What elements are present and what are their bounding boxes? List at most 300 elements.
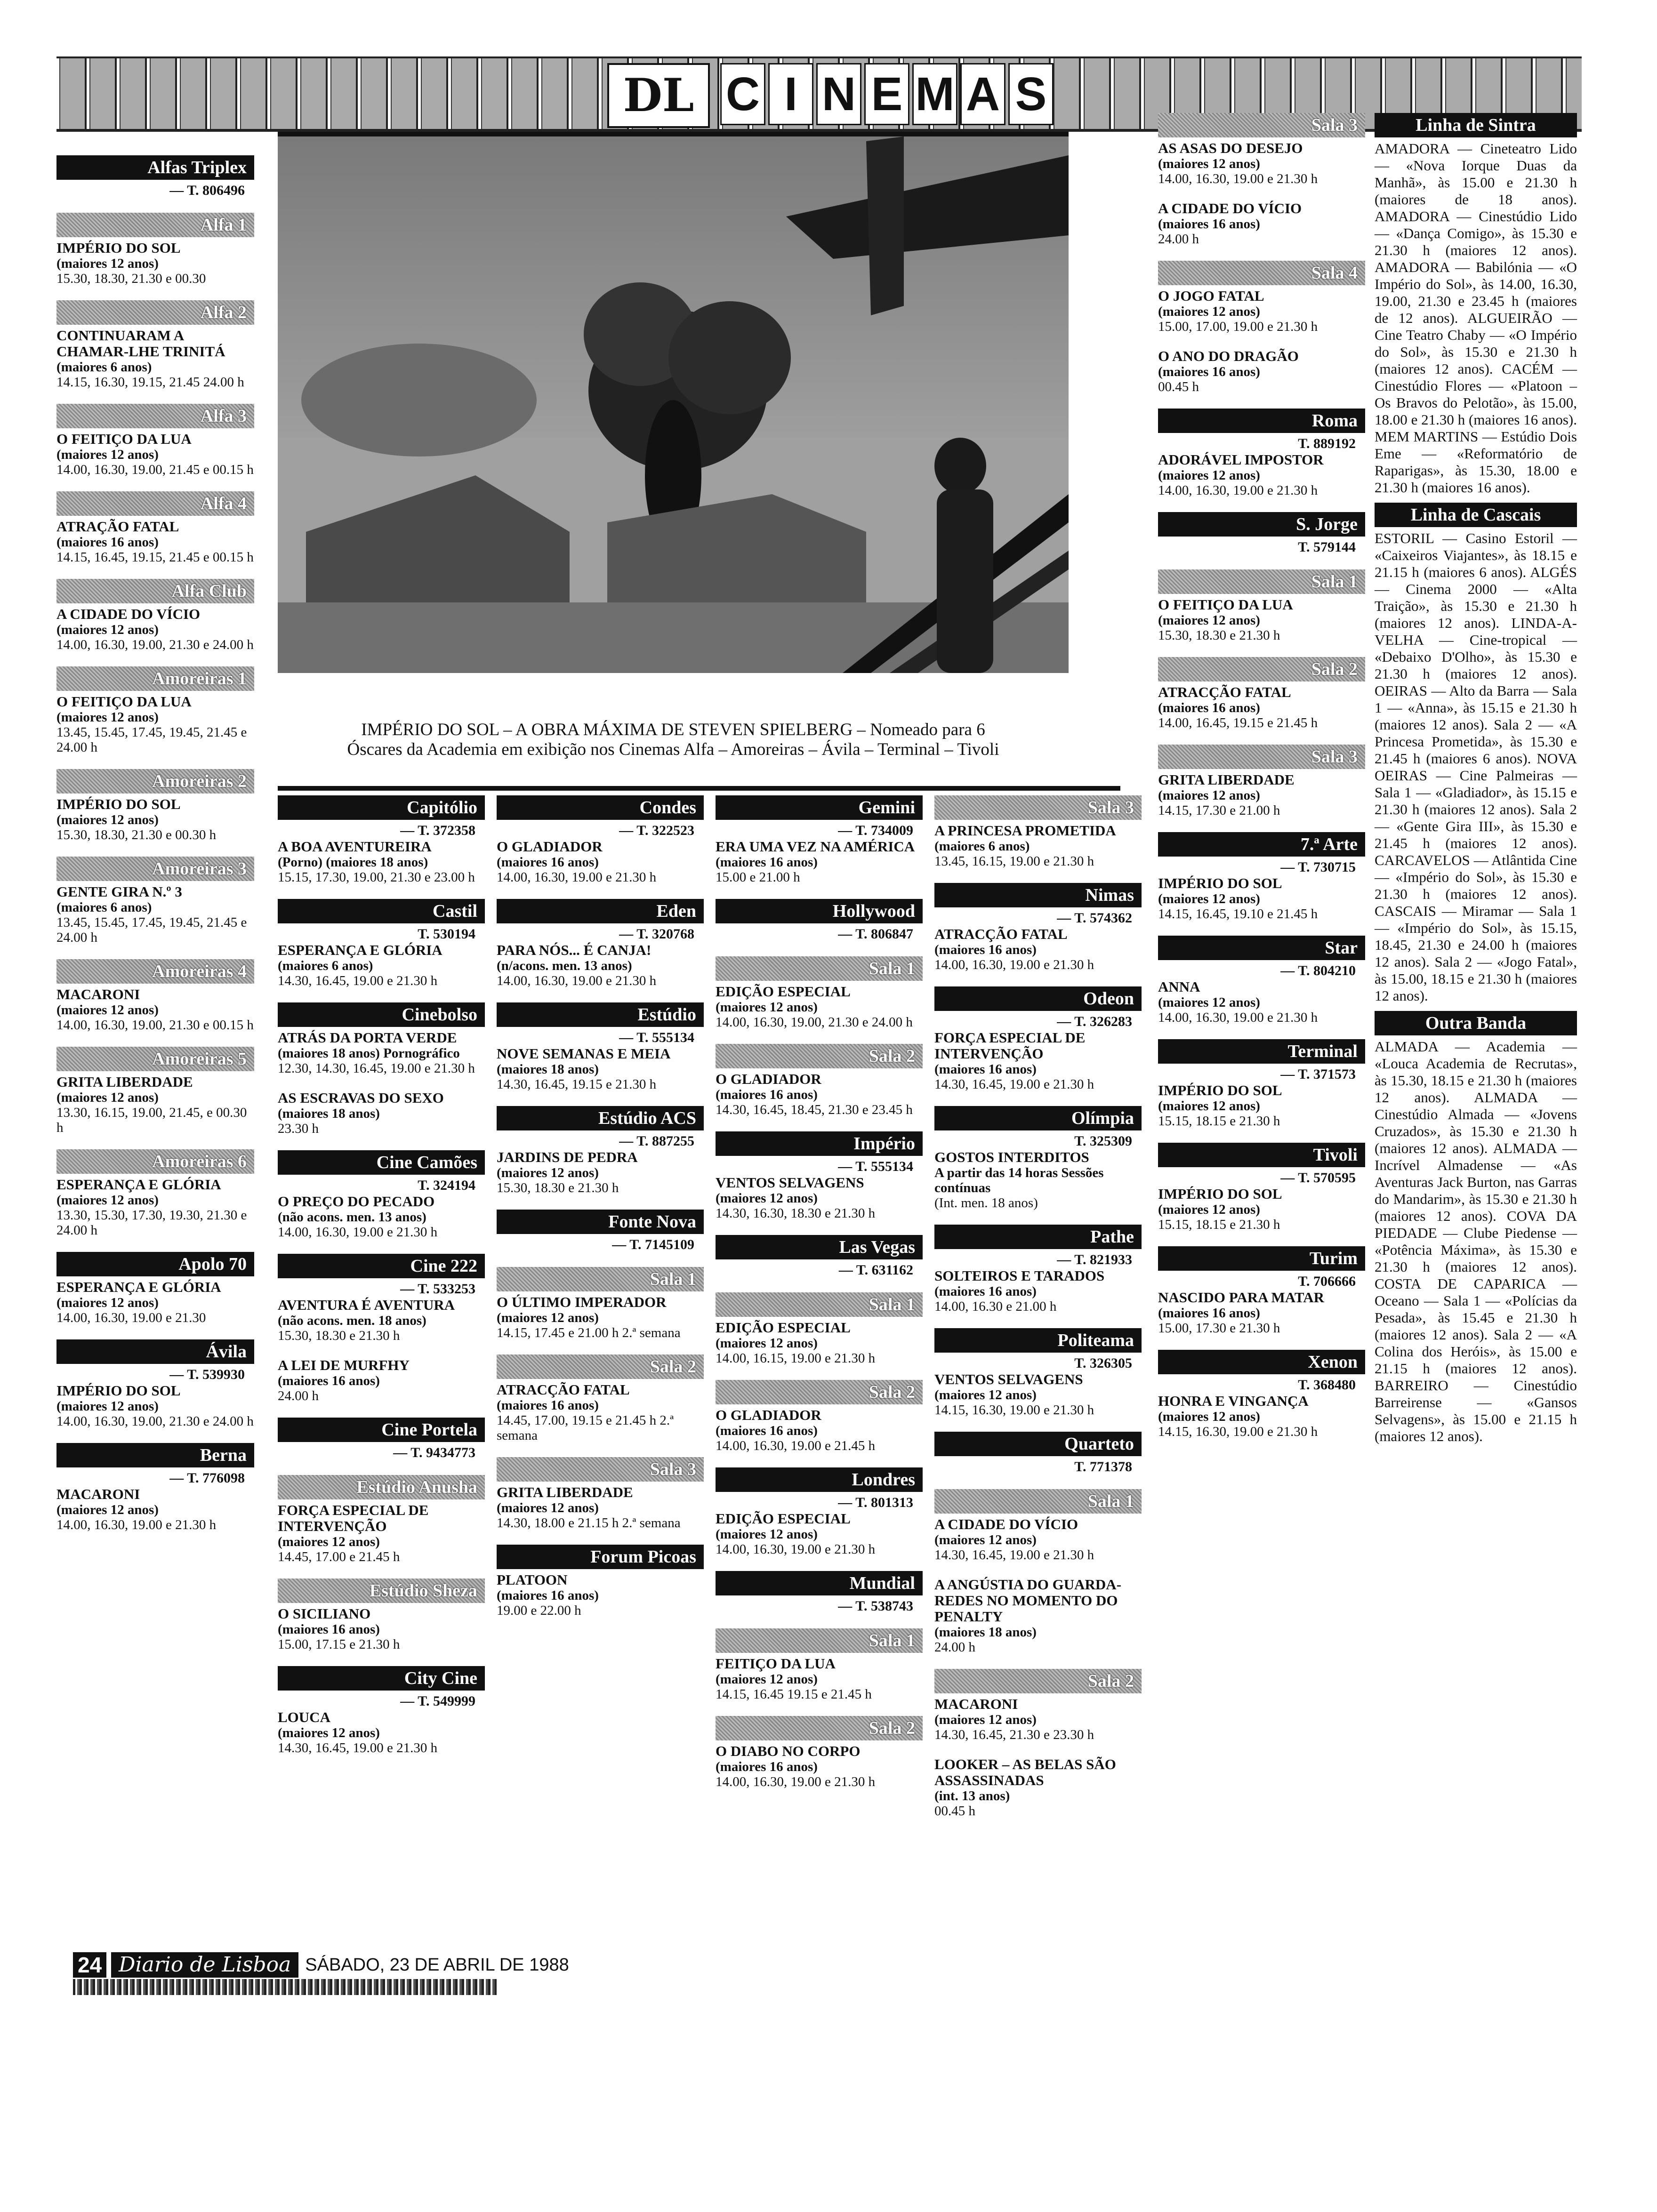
- film-rating: (maiores 12 anos): [1158, 1202, 1260, 1217]
- cinema-name: Politeama: [934, 1328, 1142, 1353]
- showtimes: 14.30, 16.45, 19.00 e 21.30 h: [278, 1740, 438, 1755]
- showtimes: 14.15, 17.30 e 21.00 h: [1158, 803, 1280, 818]
- film-title: IMPÉRIO DO SOL: [56, 1382, 181, 1399]
- film-rating: (maiores 16 anos): [934, 942, 1037, 957]
- cinema-listing: [497, 1545, 704, 1618]
- film-title: A CIDADE DO VÍCIO: [934, 1516, 1078, 1532]
- film-rating: (maiores 12 anos): [1158, 1098, 1260, 1114]
- showtimes: 15.15, 18.15 e 21.30 h: [1158, 1114, 1280, 1129]
- region-listings: ESTORIL — Casino Estoril — «Caixeiros Viajantes», às 18.15 e 21.15 h (maiores 6 anos). ALGÉS — Cinema 2000 — «Alta Traição», às 15.30 e 21.30 h (maiores 12 anos). LINDA-A-VELHA — Cine-tropical — «Debaixo D'Olho», às 15.30 e 21.30 h (maiores 12 anos). OEIRAS — Alto da Barra — Sala 1 — «Anna», às 15.15 e 21.30 h (maiores 12 anos). Sala 2 — «A Princesa Prometida», às 15.30 e 21.45 h (maiores 6 anos). NOVA OEIRAS — Cine Palmeiras — Sala 1 — «Gladiador», às 15.15 e 21.30 h (maiores 12 anos). Sala 2 — «Gente Gira III», às 15.30 e 21.45 h (maiores 12 anos). CARCAVELOS — Atlântida Cine — «Império do Sol», às 15.30 e 21.30 h (maiores 12 anos). CASCAIS — Miramar — Sala 1 — «Império do Sol», às 15.15, 18.45, 21.30 e 24.00 h (maiores 12 anos). Sala 2 — «Jogo Fatal», às 15.00, 18.15 e 21.30 h (maiores 12 anos).: [1375, 530, 1577, 1004]
- film-title: SOLTEIROS E TARADOS: [934, 1267, 1105, 1284]
- film-title: AS ESCRAVAS DO SEXO: [278, 1090, 444, 1106]
- cinema-listing: [56, 1339, 254, 1429]
- cinema-name: Sala 3: [1158, 113, 1365, 137]
- cinema-listing: [1158, 113, 1365, 186]
- cinema-name: Amoreiras 3: [56, 857, 254, 881]
- film-title: O SICILIANO: [278, 1605, 371, 1622]
- cinema-listing: [56, 666, 254, 755]
- film-rating: (maiores 12 anos): [497, 1500, 599, 1515]
- cinema-listing: [278, 795, 485, 885]
- showtimes: 23.30 h: [278, 1121, 319, 1136]
- showtimes: 14.00, 16.30, 19.00 e 21.30 h: [1158, 483, 1318, 498]
- cinema-phone: T. 326305: [1074, 1355, 1132, 1371]
- film-rating: (maiores 16 anos): [1158, 1306, 1260, 1321]
- cinema-name: Sala 2: [716, 1380, 923, 1404]
- cinema-name: Sala 1: [497, 1267, 704, 1291]
- showtimes: 14.00, 16.45, 19.15 e 21.45 h: [1158, 715, 1318, 730]
- film-title: A BOA AVENTUREIRA: [278, 838, 432, 855]
- cinema-listing: [716, 1716, 923, 1789]
- cinema-listing: [1158, 832, 1365, 922]
- region-header: Linha de Cascais: [1375, 503, 1577, 527]
- film-title: O FEITIÇO DA LUA: [1158, 596, 1293, 613]
- cinema-name: Sala 3: [497, 1457, 704, 1482]
- issue-date: SÁBADO, 23 DE ABRIL DE 1988: [305, 1955, 569, 1975]
- cinema-phone: — T. 804210: [1280, 963, 1356, 978]
- region-listings: AMADORA — Cineteatro Lido — «Nova Iorque Duas da Manhã», às 15.00 e 21.30 h (maiores de 18 anos). AMADORA — Cinestúdio Lido — «Dança Comigo», às 15.30 e 21.30 h (maiores 12 anos). AMADORA — Babilónia — «O Império do Sol», às 14.00, 16.30, 19.00, 21.30 e 23.45 h (maiores de 12 anos). ALGUEIRÃO — Cine Teatro Chaby — «O Império do Sol», às 15.30 e 21.30 h (maiores 12 anos). CACÉM — Cinestúdio Flores — «Platoon – Os Bravos do Pelotão», às 15.00, 18.00 e 21.30 h (maiores 16 anos). MEM MARTINS — Estúdio Dois Eme — «Reformatório de Raparigas», às 15.30, 18.00 e 21.30 h (maiores 16 anos).: [1375, 140, 1577, 496]
- cinema-phone: — T. 326283: [1057, 1014, 1132, 1029]
- film-rating: (maiores 16 anos): [716, 1423, 818, 1438]
- cinema-listing: [1158, 745, 1365, 818]
- cinema-name: Castil: [278, 899, 485, 923]
- cinema-phone: T. 325309: [1074, 1133, 1132, 1149]
- film-title: A CIDADE DO VÍCIO: [1158, 200, 1302, 216]
- cinema-name: Odeon: [934, 986, 1142, 1011]
- cinema-listing: [278, 1002, 485, 1076]
- showtimes: 15.15, 17.30, 19.00, 21.30 e 23.00 h: [278, 870, 475, 885]
- masthead-letter: S: [1008, 63, 1054, 125]
- film-rating: (maiores 16 anos): [1158, 364, 1260, 379]
- film-title: EDIÇÃO ESPECIAL: [716, 983, 851, 1000]
- cinema-name: Apolo 70: [56, 1252, 254, 1276]
- film-rating: (maiores 12 anos): [278, 1534, 380, 1549]
- film-rating: (maiores 12 anos): [1158, 468, 1260, 483]
- film-rating: (int. 13 anos): [934, 1788, 1010, 1803]
- cinema-listing: [56, 579, 254, 652]
- cinema-listing: [56, 155, 254, 199]
- footer-rule: [73, 1979, 497, 1995]
- cinema-phone: — T. 631162: [838, 1262, 913, 1278]
- cinema-listing: [934, 1225, 1142, 1314]
- cinema-listing: [1158, 1143, 1365, 1232]
- showtimes: 14.00, 16.30, 19.00 e 21.30: [56, 1310, 206, 1325]
- cinema-phone: — T. 322523: [619, 823, 694, 838]
- cinema-listing: [1158, 512, 1365, 555]
- cinema-phone: — T. 549999: [400, 1693, 475, 1709]
- cinema-listing: [1158, 1350, 1365, 1439]
- column-sala3-nimas: [934, 795, 1142, 1833]
- film-title: HONRA E VINGANÇA: [1158, 1393, 1309, 1409]
- film-rating: (maiores 16 anos): [716, 855, 818, 870]
- showtimes: 14.00, 16.30, 19.00 e 21.30 h: [716, 1774, 876, 1789]
- cinema-listing: [278, 1418, 485, 1461]
- column-alfa-amoreiras: [56, 155, 254, 1547]
- film-title: ATRÁS DA PORTA VERDE: [278, 1029, 457, 1046]
- cinema-name: Capitólio: [278, 795, 485, 820]
- cinema-listing: [934, 883, 1142, 972]
- film-title: GRITA LIBERDADE: [1158, 771, 1295, 788]
- showtimes: 14.30, 16.45, 18.45, 21.30 e 23.45 h: [716, 1102, 913, 1117]
- film-rating: (maiores 12 anos): [1158, 156, 1260, 171]
- showtimes: 15.15, 18.15 e 21.30 h: [1158, 1217, 1280, 1232]
- cinema-listing: [497, 1210, 704, 1253]
- showtimes: 14.45, 17.00, 19.15 e 21.45 h 2.ª semana: [497, 1413, 674, 1443]
- cinema-name: Cinebolso: [278, 1002, 485, 1027]
- showtimes: 15.00, 17.30 e 21.30 h: [1158, 1321, 1280, 1336]
- cinema-listing: [934, 1328, 1142, 1418]
- cinema-listing: [716, 1571, 923, 1614]
- cinema-phone: — T. 538743: [838, 1598, 913, 1614]
- film-rating: (maiores 16 anos): [934, 1062, 1037, 1077]
- cinema-listing: [716, 899, 923, 942]
- film-rating: (maiores 16 anos): [1158, 700, 1260, 715]
- showtimes: 00.45 h: [934, 1803, 975, 1819]
- masthead-logo: DL: [607, 63, 710, 128]
- showtimes: 14.00, 16.30, 19.00 e 21.30 h: [497, 973, 657, 988]
- cinema-name: Quarteto: [934, 1432, 1142, 1456]
- cinema-name: Cine 222: [278, 1254, 485, 1278]
- film-rating: (maiores 16 anos): [278, 1622, 380, 1637]
- showtimes: 14.00, 16.30, 19.00 e 21.30 h: [56, 1517, 217, 1532]
- film-title: ESPERANÇA E GLÓRIA: [278, 942, 442, 958]
- cinema-name: Turim: [1158, 1246, 1365, 1271]
- showtimes: 14.30, 16.30, 18.30 e 21.30 h: [716, 1206, 876, 1221]
- showtimes: 13.45, 15.45, 17.45, 19.45, 21.45 e 24.00 h: [56, 725, 247, 755]
- cinema-phone: — T. 730715: [1280, 859, 1356, 875]
- cinema-name: Alfa 4: [56, 491, 254, 516]
- showtimes: 15.00, 17.00, 19.00 e 21.30 h: [1158, 319, 1318, 334]
- region-listings: ALMADA — Academia — «Louca Academia de Recrutas», às 15.30, 18.15 e 21.30 h (maiores 12 anos). ALMADA — Cinestúdio Almada — «Jovens Cruzados», às 15.30 e 21.30 h (maiores 12 anos). ALMADA — Incrível Almadense — «As Aventuras Jack Burton, nas Garras do Mandarim», às 15.30 e 21.30 h (maiores 12 anos). COVA DA PIEDADE — Clube Piedense — «Potência Máxima», às 15.30 e 21.30 h (maiores 12 anos). COSTA DE CAPARICA — Oceano — Sala 1 — «Polícias da Pesada», às 15.45 e 21.30 h (maiores 12 anos). Sala 2 — «A Colina dos Heróis», às 15.00 e 21.15 h (maiores 12 anos). BARREIRO — Cinestúdio Barreirense — «Gansos Selvagens», às 15.00 e 21.15 h (maiores 12 anos).: [1375, 1038, 1577, 1444]
- column-capitolio: [278, 795, 485, 1770]
- film-title: A PRINCESA PROMETIDA: [934, 822, 1116, 839]
- film-title: O PREÇO DO PECADO: [278, 1193, 435, 1210]
- cinema-name: Alfa 1: [56, 213, 254, 237]
- cinema-name: Hollywood: [716, 899, 923, 923]
- feature-photo: [278, 132, 1069, 678]
- cinema-listing: [934, 986, 1142, 1092]
- showtimes: 14.00, 16.30, 19.00 e 21.30 h: [1158, 171, 1318, 186]
- cinema-listing: [56, 959, 254, 1033]
- film-title: EDIÇÃO ESPECIAL: [716, 1319, 851, 1336]
- film-rating: (maiores 12 anos): [56, 1399, 159, 1414]
- cinema-name: Sala 2: [497, 1354, 704, 1379]
- film-rating: (maiores 12 anos): [1158, 788, 1260, 803]
- cinema-listing: [56, 404, 254, 477]
- cinema-phone: — T. 806847: [838, 926, 913, 942]
- showtimes: 14.00, 16.30, 19.00, 21.45 e 00.15 h: [56, 462, 254, 477]
- film-title: IMPÉRIO DO SOL: [1158, 1186, 1282, 1202]
- film-rating: (maiores 6 anos): [56, 360, 152, 375]
- film-rating: (maiores 12 anos): [934, 1387, 1037, 1403]
- showtimes: 15.00 e 21.00 h: [716, 870, 800, 885]
- cinema-listing: [934, 1669, 1142, 1742]
- cinema-name: Alfas Triplex: [56, 155, 254, 180]
- cinema-listing: [716, 1131, 923, 1221]
- column-sala-roma: [1158, 113, 1365, 1453]
- film-rating: (maiores 6 anos): [934, 839, 1030, 854]
- cinema-listing: [56, 300, 254, 390]
- film-title: FORÇA ESPECIAL DE INTERVENÇÃO: [934, 1029, 1086, 1062]
- section-title: [720, 63, 1056, 124]
- film-title: AS ASAS DO DESEJO: [1158, 140, 1303, 156]
- showtimes: 24.00 h: [934, 1640, 975, 1655]
- film-title: ESPERANÇA E GLÓRIA: [56, 1176, 221, 1193]
- region-header: Outra Banda: [1375, 1011, 1577, 1035]
- cinema-listing: [497, 1354, 704, 1443]
- film-rating: (maiores 6 anos): [278, 958, 373, 973]
- cinema-phone: T. 706666: [1298, 1274, 1356, 1289]
- cinema-listing: [56, 1252, 254, 1325]
- cinema-name: Sala 4: [1158, 261, 1365, 285]
- film-title: NASCIDO PARA MATAR: [1158, 1289, 1325, 1306]
- cinema-name: Sala 1: [716, 956, 923, 981]
- film-rating: (maiores 12 anos): [1158, 891, 1260, 906]
- cinema-name: Terminal: [1158, 1039, 1365, 1064]
- cinema-name: Amoreiras 2: [56, 769, 254, 793]
- film-rating: (maiores 12 anos): [497, 1310, 599, 1325]
- film-rating: (maiores 16 anos): [716, 1087, 818, 1102]
- film-title: ADORÁVEL IMPOSTOR: [1158, 451, 1324, 468]
- film-title: PLATOON: [497, 1571, 568, 1588]
- cinema-listing: [934, 1577, 1142, 1655]
- cinema-name: Star: [1158, 936, 1365, 960]
- showtimes: 14.00, 16.30, 19.00 e 21.30 h: [1158, 1010, 1318, 1025]
- cinema-name: Las Vegas: [716, 1235, 923, 1259]
- film-rating: (maiores 18 anos): [497, 1062, 599, 1077]
- showtimes: 14.45, 17.00 e 21.45 h: [278, 1549, 400, 1564]
- cinema-listing: [278, 1090, 485, 1136]
- film-rating: (maiores 12 anos): [1158, 995, 1260, 1010]
- film-title: GENTE GIRA N.º 3: [56, 883, 182, 900]
- showtimes: 14.30, 16.45, 19.00 e 21.30 h: [934, 1547, 1094, 1563]
- cinema-listing: [1158, 657, 1365, 730]
- cinema-name: Alfa 3: [56, 404, 254, 428]
- showtimes: 14.15, 16.45 19.15 e 21.45 h: [716, 1687, 872, 1702]
- cinema-listing: [934, 1432, 1142, 1475]
- film-rating: (não acons. men. 13 anos): [278, 1210, 426, 1225]
- page-footer: [73, 1952, 569, 1978]
- cinema-name: Sala 2: [716, 1044, 923, 1068]
- cinema-listing: [1158, 200, 1365, 247]
- showtimes: 14.00, 16.30, 19.00, 21.30 e 24.00 h: [56, 1414, 254, 1429]
- film-title: O FEITIÇO DA LUA: [56, 693, 192, 710]
- film-rating: (maiores 12 anos): [56, 710, 159, 725]
- cinema-listing: [278, 1150, 485, 1240]
- column-outskirts: [1375, 113, 1577, 1451]
- photo-image: [278, 136, 1069, 673]
- cinema-name: Olímpia: [934, 1106, 1142, 1130]
- cinema-name: Amoreiras 5: [56, 1047, 254, 1071]
- film-title: O GLADIADOR: [716, 1407, 821, 1423]
- cinema-name: Sala 2: [716, 1716, 923, 1740]
- showtimes: 14.30, 16.45, 19.15 e 21.30 h: [497, 1077, 657, 1092]
- cinema-name: Cine Portela: [278, 1418, 485, 1442]
- cinema-name: Estúdio Sheza: [278, 1579, 485, 1603]
- film-title: FEITIÇO DA LUA: [716, 1655, 836, 1672]
- cinema-listing: [497, 1457, 704, 1531]
- page-number: 24: [73, 1952, 106, 1978]
- cinema-name: Forum Picoas: [497, 1545, 704, 1569]
- showtimes: 12.30, 14.30, 16.45, 19.00 e 21.30 h: [278, 1061, 475, 1076]
- showtimes: 14.00, 16.15, 19.00 e 21.30 h: [716, 1351, 876, 1366]
- film-rating: (maiores 12 anos): [1158, 613, 1260, 628]
- film-rating: (não acons. men. 18 anos): [278, 1313, 426, 1328]
- cinema-listing: [497, 795, 704, 885]
- film-rating: (n/acons. men. 13 anos): [497, 958, 632, 973]
- cinema-name: Pathe: [934, 1225, 1142, 1249]
- showtimes: 14.00, 16.30, 19.00 e 21.30 h: [934, 957, 1094, 972]
- showtimes: 14.15, 16.30, 19.00 e 21.30 h: [934, 1403, 1094, 1418]
- film-title: ATRACÇÃO FATAL: [1158, 684, 1291, 700]
- showtimes: 15.30, 18.30 e 21.30 h: [278, 1328, 400, 1343]
- film-title: VENTOS SELVAGENS: [934, 1371, 1083, 1387]
- cinema-listing: [278, 1579, 485, 1652]
- showtimes: 15.30, 18.30, 21.30 e 00.30 h: [56, 827, 217, 842]
- cinema-name: Estúdio: [497, 1002, 704, 1027]
- cinema-phone: — T. 320768: [619, 926, 694, 942]
- showtimes: 24.00 h: [278, 1388, 319, 1403]
- cinema-listing: [497, 1106, 704, 1195]
- cinema-phone: T. 771378: [1074, 1459, 1132, 1475]
- cinema-listing: [934, 795, 1142, 869]
- film-title: MACARONI: [56, 1486, 140, 1502]
- cinema-listing: [278, 899, 485, 988]
- film-title: EDIÇÃO ESPECIAL: [716, 1510, 851, 1527]
- cinema-name: Estúdio ACS: [497, 1106, 704, 1130]
- cinema-listing: [716, 1044, 923, 1117]
- film-rating: (maiores 12 anos): [716, 1191, 818, 1206]
- masthead-letter: I: [768, 63, 813, 125]
- cinema-name: Londres: [716, 1467, 923, 1492]
- film-title: PARA NÓS... É CANJA!: [497, 942, 652, 958]
- film-title: ERA UMA VEZ NA AMÉRICA: [716, 838, 915, 855]
- cinema-name: Gemini: [716, 795, 923, 820]
- region-header: Linha de Sintra: [1375, 113, 1577, 137]
- film-title: O DIABO NO CORPO: [716, 1743, 861, 1759]
- showtimes: 14.30, 18.00 e 21.15 h 2.ª semana: [497, 1515, 681, 1531]
- film-rating: (maiores 12 anos): [56, 1295, 159, 1310]
- cinema-name: Sala 1: [934, 1489, 1142, 1514]
- film-title: O GLADIADOR: [716, 1071, 821, 1087]
- film-rating: (maiores 6 anos): [56, 900, 152, 915]
- showtimes: 13.45, 15.45, 17.45, 19.45, 21.45 e 24.00 h: [56, 915, 247, 945]
- cinema-name: Amoreiras 6: [56, 1149, 254, 1174]
- cinema-listing: [278, 1666, 485, 1755]
- film-title: AVENTURA É AVENTURA: [278, 1297, 455, 1313]
- showtimes: 14.00, 16.30, 19.00, 21.30 e 24.00 h: [56, 637, 254, 652]
- cinema-listing: [56, 857, 254, 945]
- cinema-listing: [716, 1380, 923, 1453]
- showtimes: 14.00, 16.30 e 21.00 h: [934, 1299, 1057, 1314]
- cinema-listing: [934, 1756, 1142, 1819]
- showtimes: 13.30, 16.15, 19.00, 21.45, e 00.30 h: [56, 1105, 247, 1135]
- film-rating: (maiores 12 anos): [56, 622, 159, 637]
- film-title: GRITA LIBERDADE: [56, 1074, 193, 1090]
- film-title: GOSTOS INTERDITOS: [934, 1149, 1089, 1165]
- cinema-name: Xenon: [1158, 1350, 1365, 1374]
- cinema-listing: [716, 956, 923, 1030]
- cinema-name: Condes: [497, 795, 704, 820]
- film-title: A CIDADE DO VÍCIO: [56, 606, 201, 622]
- column-gemini: [716, 795, 923, 1803]
- cinema-phone: — T. 9434773: [393, 1445, 475, 1460]
- film-rating: (maiores 12 anos): [1158, 304, 1260, 319]
- film-title: NOVE SEMANAS E MEIA: [497, 1045, 671, 1062]
- showtimes: 14.15, 16.45, 19.10 e 21.45 h: [1158, 906, 1318, 922]
- cinema-listing: [497, 1002, 704, 1092]
- cinema-listing: [716, 1235, 923, 1278]
- cinema-listing: [497, 1267, 704, 1340]
- cinema-name: Sala 3: [1158, 745, 1365, 769]
- film-title: O GLADIADOR: [497, 838, 603, 855]
- film-rating: (maiores 16 anos): [497, 855, 599, 870]
- cinema-listing: [934, 1489, 1142, 1563]
- showtimes: 14.00, 16.30, 19.00, 21.30 e 00.15 h: [56, 1018, 254, 1033]
- film-title: IMPÉRIO DO SOL: [1158, 1082, 1282, 1098]
- cinema-name: Alfa 2: [56, 300, 254, 325]
- cinema-listing: [56, 491, 254, 565]
- showtimes: 19.00 e 22.00 h: [497, 1603, 581, 1618]
- film-title: ANNA: [1158, 978, 1200, 995]
- cinema-listing: [716, 1628, 923, 1702]
- cinema-listing: [278, 1357, 485, 1403]
- film-title: ATRAÇÃO FATAL: [56, 518, 179, 535]
- film-rating: (maiores 12 anos): [56, 447, 159, 462]
- showtimes: 14.30, 16.45, 19.00 e 21.30 h: [934, 1077, 1094, 1092]
- cinema-listing: [1158, 409, 1365, 498]
- film-rating: (maiores 12 anos): [56, 1193, 159, 1208]
- showtimes: 15.30, 18.30, 21.30 e 00.30: [56, 271, 206, 286]
- cinema-name: Fonte Nova: [497, 1210, 704, 1234]
- masthead-letter: M: [912, 63, 957, 125]
- cinema-name: Nimas: [934, 883, 1142, 907]
- showtimes: 14.15, 17.45 e 21.00 h 2.ª semana: [497, 1325, 681, 1340]
- film-rating: (maiores 12 anos): [56, 256, 159, 271]
- film-rating: (maiores 12 anos): [497, 1165, 599, 1180]
- showtimes: 24.00 h: [1158, 232, 1199, 247]
- cinema-phone: T. 889192: [1298, 436, 1356, 451]
- cinema-phone: — T. 539930: [169, 1367, 245, 1382]
- cinema-name: Sala 2: [934, 1669, 1142, 1693]
- cinema-name: Sala 1: [716, 1628, 923, 1653]
- film-title: O JOGO FATAL: [1158, 288, 1264, 304]
- showtimes: 14.00, 16.30, 19.00, 21.30 e 24.00 h: [716, 1015, 913, 1030]
- cinema-phone: — T. 371573: [1280, 1066, 1356, 1082]
- cinema-phone: — T. 7145109: [612, 1237, 694, 1252]
- cinema-listing: [56, 769, 254, 842]
- cinema-listing: [278, 1254, 485, 1343]
- cinema-name: Sala 2: [1158, 657, 1365, 681]
- cinema-phone: — T. 533253: [400, 1281, 475, 1297]
- film-rating: (maiores 12 anos): [716, 1336, 818, 1351]
- divider-rule: [278, 786, 1120, 791]
- film-title: O ÚLTIMO IMPERADOR: [497, 1294, 667, 1310]
- cinema-phone: — T. 887255: [619, 1133, 694, 1149]
- showtimes: 14.15, 16.30, 19.15, 21.45 24.00 h: [56, 375, 244, 390]
- film-title: ATRACÇÃO FATAL: [934, 926, 1068, 942]
- cinema-name: Alfa Club: [56, 579, 254, 603]
- cinema-name: Sala 1: [716, 1292, 923, 1317]
- film-rating: (maiores 12 anos): [56, 1090, 159, 1105]
- film-rating: (maiores 12 anos): [278, 1725, 380, 1740]
- column-condes: [497, 795, 704, 1632]
- cinema-phone: — T. 555134: [838, 1159, 913, 1174]
- cinema-name: Berna: [56, 1443, 254, 1467]
- cinema-phone: — T. 574362: [1057, 910, 1132, 926]
- film-rating: (maiores 16 anos): [716, 1759, 818, 1774]
- cinema-name: Roma: [1158, 409, 1365, 433]
- film-rating: (maiores 12 anos): [56, 812, 159, 827]
